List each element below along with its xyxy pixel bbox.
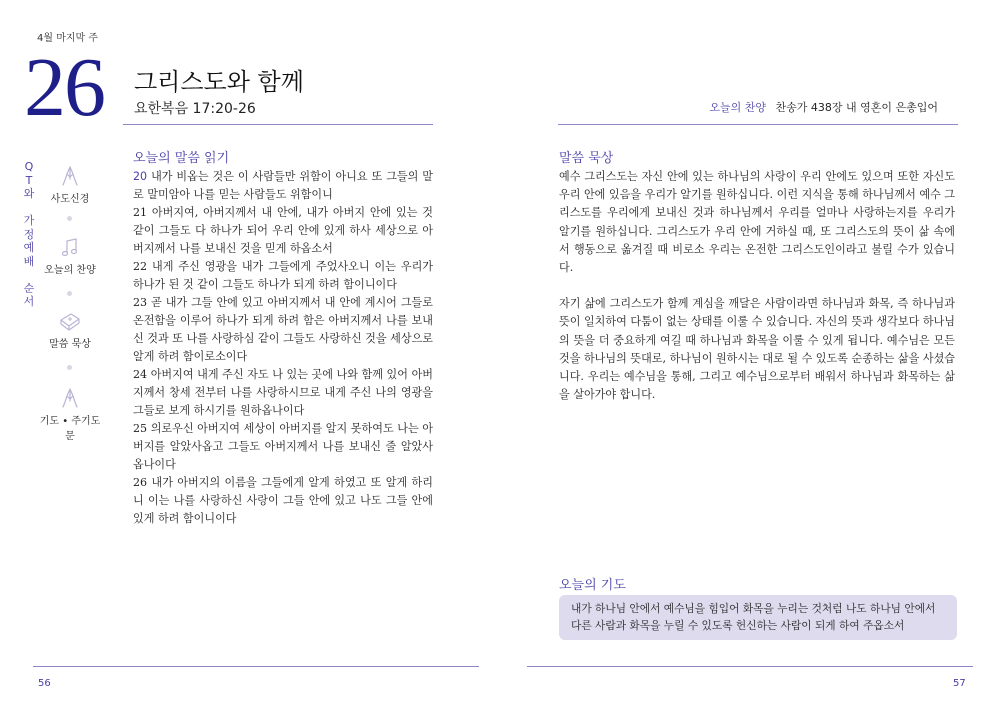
meditation-heading: 말씀 묵상 — [559, 151, 614, 166]
step-label: 기도 • 주기도문 — [39, 416, 101, 442]
step-label: 오늘의 찬양 — [44, 265, 96, 276]
right-header-rule — [558, 124, 958, 125]
step-hymn — [35, 236, 105, 276]
scripture-heading: 오늘의 말씀 읽기 — [133, 151, 230, 166]
day-number: 26 — [24, 41, 104, 134]
qt-vertical-label — [23, 160, 35, 309]
qt-char: 배 — [23, 254, 35, 268]
prayer-box — [559, 595, 957, 640]
step-apostles-creed — [35, 165, 105, 205]
verse-text: 내가 비옵는 것은 이 사람들만 위함이 아니요 또 그들의 말로 말미암아 나를 믿는 사람들도 위함이니 — [133, 170, 433, 201]
verse-number: 20 — [133, 170, 148, 183]
prayer-heading: 오늘의 기도 — [559, 578, 626, 593]
qt-char: 가 — [23, 214, 35, 227]
qt-char: T — [25, 173, 33, 187]
step-separator-dot — [67, 291, 72, 296]
qt-char: 순 — [23, 281, 35, 295]
hymn-label: 오늘의 찬양 — [709, 101, 766, 114]
meditation-paragraph: 자기 삶에 그리스도가 함께 계심을 깨달은 사람이라면 하나님과 화목, 즉 하나님과 뜻이 일치하여 다툼이 없는 상태를 이룰 수 있습니다. 자신의 뜻과 생각보다 하나님의 뜻을 더 중요하게 여길 때 하나님과 화목을 이룰 수 있게 됩니다. 예수님은 모든 것을 하나님의 뜻대로, 하나님이 원하시는 대로 될 수 있도록 순종하는 삶을 사셨습니다. 우리는 예수님을 통해, 그리고 예수님으로부터 배워서 하나님과 화목하는 삶을 살아가야 합니다. — [559, 297, 955, 402]
step-meditation — [35, 310, 105, 350]
qt-char: Q — [24, 160, 34, 173]
verse: 26 내가 아버지의 이름을 그들에게 알게 하였고 또 알게 하리니 이는 나를 사랑하신 사랑이 그들 안에 있고 나도 그들 안에 있게 하려 함이니이다 — [133, 476, 433, 525]
right-page-number: 57 — [953, 678, 966, 689]
step-separator-dot — [67, 365, 72, 370]
verse: 25 의로우신 아버지여 세상이 아버지를 알지 못하여도 나는 아버지를 알았사옵고 그들도 아버지께서 나를 보내신 줄 알았사옵나이다 — [133, 422, 433, 471]
step-separator-dot — [67, 216, 72, 221]
week-label: 4월 마지막 주 — [37, 33, 99, 44]
left-page-number: 56 — [38, 678, 51, 689]
verse: 24 아버지여 내게 주신 자도 나 있는 곳에 나와 함께 있어 아버지께서 창세 전부터 나를 사랑하시므로 내게 주신 나의 영광을 그들로 보게 하시기를 원하옵나이다 — [133, 368, 433, 417]
right-footer-rule — [527, 666, 973, 667]
hymn-info — [709, 99, 938, 115]
step-label: 사도신경 — [50, 194, 90, 205]
prayer-text: 내가 하나님 안에서 예수님을 힘입어 화목을 누리는 것처럼 나도 하나님 안에서 다른 사람과 화목을 누릴 수 있도록 헌신하는 사람이 되게 하여 주옵소서 — [571, 602, 936, 632]
praying-hands-icon — [60, 387, 80, 409]
verse: 22 내게 주신 영광을 내가 그들에게 주었사오니 이는 우리가 하나가 된 것 같이 그들도 하나가 되게 하려 함이니이다 — [133, 260, 433, 291]
verse: 21 아버지여, 아버지께서 내 안에, 내가 아버지 안에 있는 것 같이 그들도 다 하나가 되어 우리 안에 있게 하사 세상으로 아버지께서 나를 보내신 것을 믿게 하옵소서 — [133, 206, 433, 255]
qt-char: 서 — [23, 295, 35, 308]
qt-char — [23, 268, 35, 282]
left-header-rule — [123, 124, 433, 125]
qt-char: 와 — [23, 187, 35, 200]
verse: 23 곧 내가 그들 안에 있고 아버지께서 내 안에 계시어 그들로 온전함을 이루어 하나가 되게 하려 함은 아버지께서 나를 보내신 것과 또 나를 사랑하심 같이 그들도 사랑하신 것을 세상으로 알게 하려 함이로소이다 — [133, 296, 433, 363]
step-prayer — [35, 387, 105, 442]
hymn-text: 찬송가 438장 내 영혼이 은총입어 — [775, 101, 938, 114]
music-note-icon — [60, 236, 80, 258]
qt-char: 정 — [23, 227, 35, 241]
praying-hands-icon — [60, 165, 80, 187]
meditation-body — [559, 168, 955, 422]
qt-char: 예 — [23, 241, 35, 254]
page-title: 그리스도와 함께 — [134, 68, 304, 96]
verse — [133, 168, 433, 204]
qt-char — [23, 201, 35, 215]
scripture-body — [133, 168, 433, 528]
left-footer-rule — [33, 666, 479, 667]
scripture-reference: 요한복음 17:20-26 — [134, 101, 256, 117]
bible-book-icon — [58, 310, 82, 332]
meditation-paragraph: 예수 그리스도는 자신 안에 있는 하나님의 사랑이 우리 안에도 있으며 또한 자신도 우리 안에 있음을 우리가 알기를 원하십니다. 이런 지식을 통해 하나님께서 예수 그리스도를 우리에게 보내신 것과 하나님께서 우리를 얼마나 사랑하는지를 우리가 알기를 원하십니다. 그리스도가 우리 안에 거하실 때, 또 그리스도의 뜻이 삶 속에서 행동으로 옮겨질 때 비로소 우리는 온전한 그리스도인이라고 불릴 수가 있습니다. — [559, 170, 955, 275]
step-label: 말씀 묵상 — [49, 339, 91, 350]
